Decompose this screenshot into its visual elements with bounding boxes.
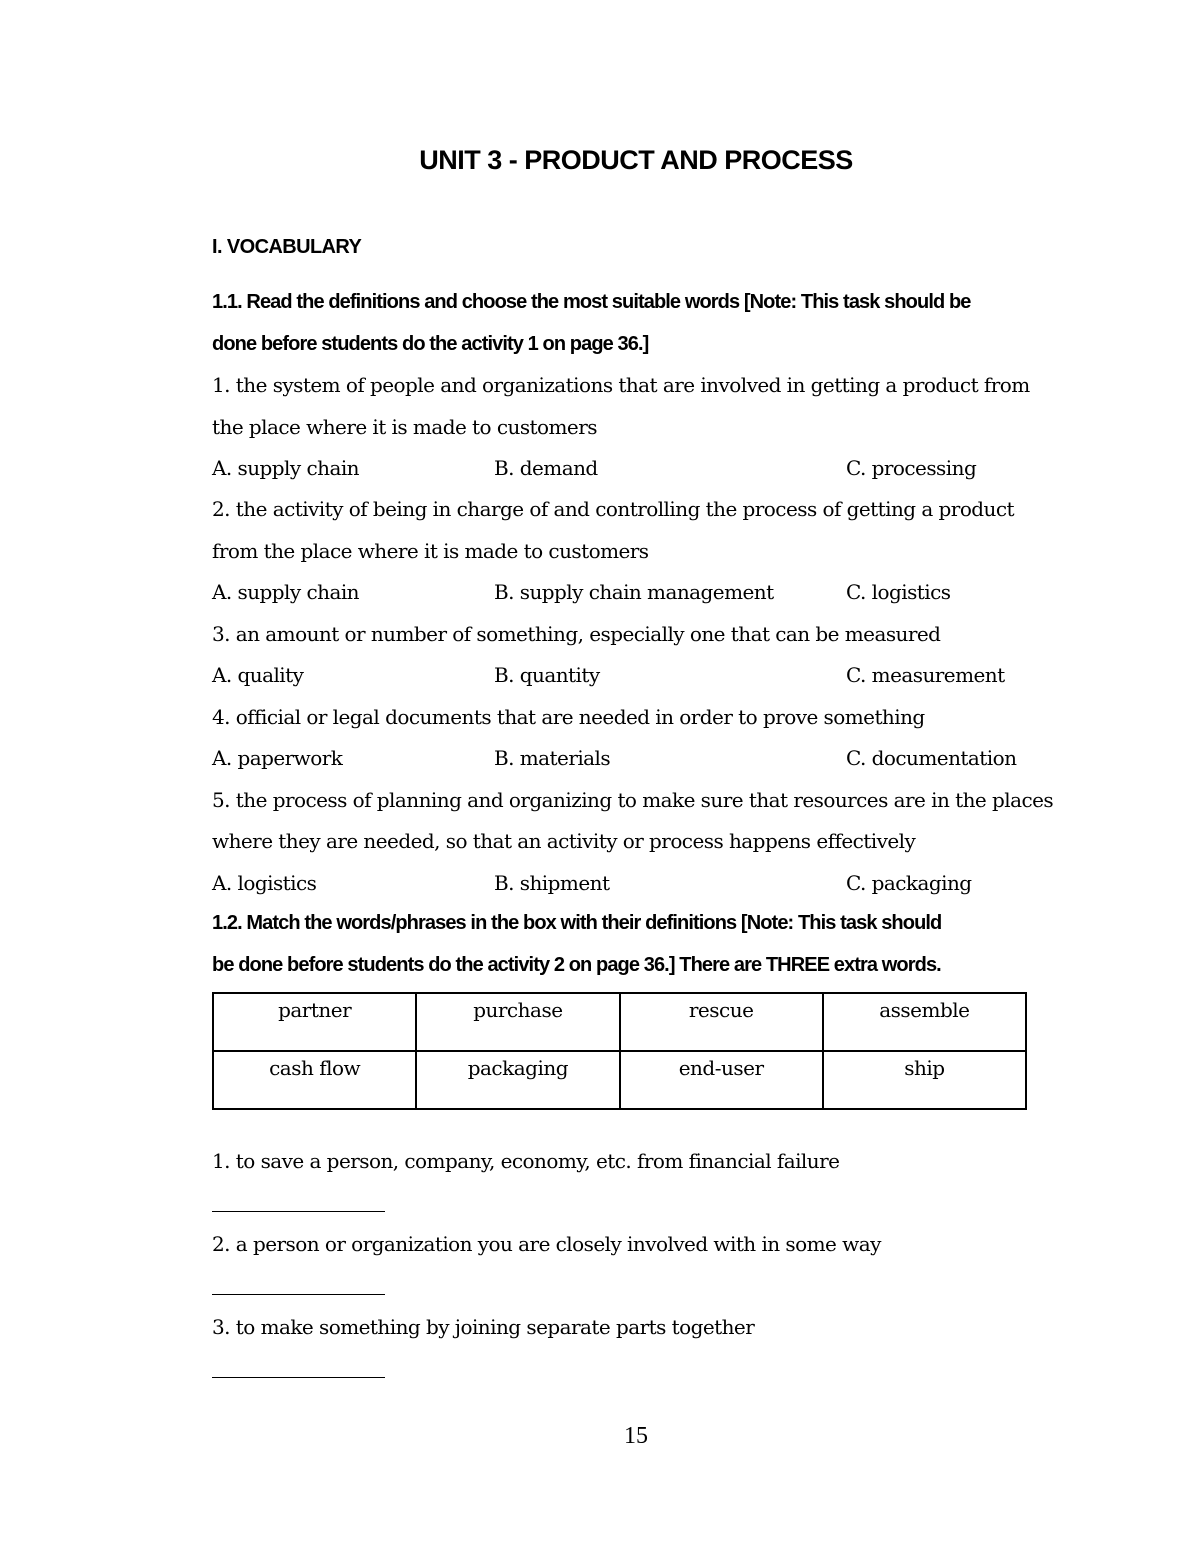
page-title: UNIT 3 - PRODUCT AND PROCESS [419, 145, 853, 175]
question-2-line1: 2. the activity of being in charge of and controlling the process of getting a product [212, 497, 1015, 521]
question-4-option-a: A. paperwork [212, 746, 343, 770]
question-3-line1: 3. an amount or number of something, especially one that can be measured [212, 622, 941, 646]
word-box-row [213, 1051, 1026, 1109]
task1-heading-line2: done before students do the activity 1 on page 36.] [212, 333, 649, 355]
word-box-cell: assemble [823, 993, 1026, 1051]
matching-item-3: 3. to make something by joining separate parts together [212, 1315, 755, 1339]
word-box-cell: ship [823, 1051, 1026, 1109]
word-box-cell: partner [213, 993, 416, 1051]
matching-item-2: 2. a person or organization you are closely involved with in some way [212, 1232, 881, 1256]
answer-blank-3[interactable] [212, 1377, 385, 1378]
question-2-option-a: A. supply chain [212, 580, 359, 604]
section-heading: I. VOCABULARY [212, 236, 362, 258]
question-1-option-c: C. processing [846, 456, 977, 480]
word-box [212, 992, 1027, 1110]
question-5-option-c: C. packaging [846, 871, 972, 895]
matching-item-1: 1. to save a person, company, economy, etc. from financial failure [212, 1149, 840, 1173]
word-box-cell: packaging [416, 1051, 619, 1109]
question-4-option-b: B. materials [494, 746, 611, 770]
task1-heading-line1: 1.1. Read the definitions and choose the most suitable words [Note: This task should be [212, 291, 971, 313]
word-box-row [213, 993, 1026, 1051]
question-4-option-c: C. documentation [846, 746, 1017, 770]
answer-blank-2[interactable] [212, 1294, 385, 1295]
task2-heading-line1: 1.2. Match the words/phrases in the box with their definitions [Note: This task should [212, 912, 942, 934]
question-1-option-a: A. supply chain [212, 456, 359, 480]
question-5-line1: 5. the process of planning and organizing to make sure that resources are in the places [212, 788, 1054, 812]
question-5-option-a: A. logistics [212, 871, 317, 895]
question-5-line2: where they are needed, so that an activity or process happens effectively [212, 829, 916, 853]
page-number: 15 [624, 1423, 648, 1449]
word-box-cell: purchase [416, 993, 619, 1051]
question-3-option-b: B. quantity [494, 663, 600, 687]
word-box-cell: rescue [620, 993, 823, 1051]
answer-blank-1[interactable] [212, 1211, 385, 1212]
word-box-cell: end-user [620, 1051, 823, 1109]
question-1-line2: the place where it is made to customers [212, 415, 597, 439]
question-2-option-c: C. logistics [846, 580, 951, 604]
question-1-line1: 1. the system of people and organizations that are involved in getting a product from [212, 373, 1030, 397]
word-box-cell: cash flow [213, 1051, 416, 1109]
question-5-option-b: B. shipment [494, 871, 610, 895]
question-3-option-a: A. quality [212, 663, 304, 687]
question-4-line1: 4. official or legal documents that are needed in order to prove something [212, 705, 925, 729]
question-2-option-b: B. supply chain management [494, 580, 774, 604]
question-3-option-c: C. measurement [846, 663, 1005, 687]
question-2-line2: from the place where it is made to customers [212, 539, 649, 563]
question-1-option-b: B. demand [494, 456, 598, 480]
task2-heading-line2: be done before students do the activity 2 on page 36.] There are THREE extra words. [212, 954, 941, 976]
